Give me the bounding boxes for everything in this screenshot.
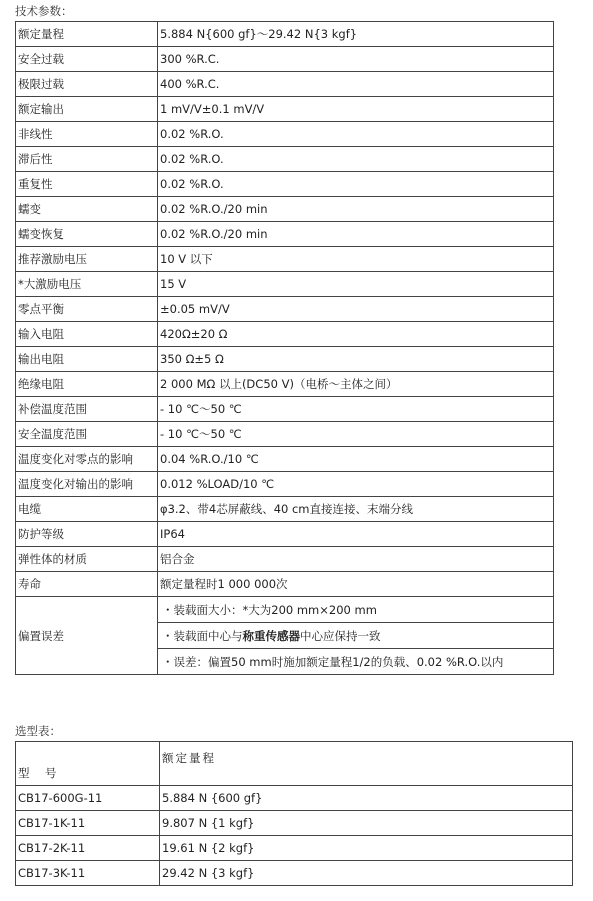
- spec-name: 温度变化对零点的影响: [16, 447, 158, 472]
- spec-name: 输入电阻: [16, 322, 158, 347]
- spec-table-body: [16, 22, 554, 675]
- selection-row: [16, 811, 573, 836]
- selection-header-range-cell: [160, 742, 573, 786]
- spec-row: [16, 547, 554, 572]
- spec-name: 输出电阻: [16, 347, 158, 372]
- spec-row: [16, 422, 554, 447]
- spec-value: 10 V 以下: [158, 247, 554, 272]
- spec-row: [16, 347, 554, 372]
- selection-row: [16, 861, 573, 886]
- spec-value: IP64: [158, 522, 554, 547]
- spec-row: [16, 297, 554, 322]
- eccentric-line-2: [158, 623, 554, 649]
- selection-heading: 选型表：: [15, 724, 61, 738]
- spec-name: 额定量程: [16, 22, 158, 47]
- spec-value: 300 %R.C.: [158, 47, 554, 72]
- spec-value: 0.02 %R.O.: [158, 172, 554, 197]
- selection-header-range: 额定量程: [162, 751, 216, 765]
- selection-range: 5.884 N {600 gf}: [160, 786, 573, 811]
- spec-value: 0.04 %R.O./10 ℃: [158, 447, 554, 472]
- spec-row: [16, 397, 554, 422]
- selection-header-model: 型 号: [18, 766, 59, 780]
- spec-name: 寿命: [16, 572, 158, 597]
- eccentric-line-1: ・装载面大小：*大为200 mm×200 mm: [158, 597, 554, 623]
- spec-row: [16, 522, 554, 547]
- eccentric-line-2-post: 中心应保持一致: [300, 628, 381, 643]
- spec-row: [16, 22, 554, 47]
- spec-row: [16, 247, 554, 272]
- spec-value: 0.02 %R.O.: [158, 122, 554, 147]
- spec-value: 420Ω±20 Ω: [158, 322, 554, 347]
- spec-row: [16, 222, 554, 247]
- spec-value: 2 000 MΩ 以上(DC50 V)（电桥～主体之间）: [158, 372, 554, 397]
- spec-row: [16, 497, 554, 522]
- spec-name: 非线性: [16, 122, 158, 147]
- spec-value: 5.884 N{600 gf}～29.42 N{3 kgf}: [158, 22, 554, 47]
- selection-header-row: [16, 742, 573, 786]
- selection-row: [16, 836, 573, 861]
- spec-row: [16, 572, 554, 597]
- spec-value: 0.02 %R.O./20 min: [158, 197, 554, 222]
- spec-row: [16, 197, 554, 222]
- selection-table: [15, 741, 573, 886]
- selection-range: 29.42 N {3 kgf}: [160, 861, 573, 886]
- spec-value: 额定量程时1 000 000次: [158, 572, 554, 597]
- selection-range: 19.61 N {2 kgf}: [160, 836, 573, 861]
- spec-row: [16, 322, 554, 347]
- eccentric-line-2-pre: ・装载面中心与: [162, 628, 243, 643]
- spec-name: 防护等级: [16, 522, 158, 547]
- spec-name: 安全温度范围: [16, 422, 158, 447]
- spec-value: 15 V: [158, 272, 554, 297]
- spec-row: [16, 472, 554, 497]
- selection-model: CB17-600G-11: [16, 786, 160, 811]
- spec-value: ±0.05 mV/V: [158, 297, 554, 322]
- spec-row: [16, 372, 554, 397]
- selection-range: 9.807 N {1 kgf}: [160, 811, 573, 836]
- spec-value: 350 Ω±5 Ω: [158, 347, 554, 372]
- spec-name: 重复性: [16, 172, 158, 197]
- spec-name: 绝缘电阻: [16, 372, 158, 397]
- spec-value: 铝合金: [158, 547, 554, 572]
- spec-value: 1 mV/V±0.1 mV/V: [158, 97, 554, 122]
- spec-name: 极限过载: [16, 72, 158, 97]
- spec-name: 蠕变恢复: [16, 222, 158, 247]
- spec-value: - 10 ℃～50 ℃: [158, 397, 554, 422]
- spec-name: 额定输出: [16, 97, 158, 122]
- eccentric-line-2-bold: 称重传感器: [242, 628, 300, 643]
- spec-value: - 10 ℃～50 ℃: [158, 422, 554, 447]
- spec-row: [16, 122, 554, 147]
- spec-row: [16, 447, 554, 472]
- eccentric-line-3: ・误差：偏置50 mm时施加额定量程1/2的负载、0.02 %R.O.以内: [158, 649, 554, 675]
- spec-value: 0.02 %R.O.: [158, 147, 554, 172]
- spec-row: [16, 97, 554, 122]
- spec-heading: 技术参数：: [15, 4, 73, 18]
- spec-value: 0.012 %LOAD/10 ℃: [158, 472, 554, 497]
- spec-row: [16, 172, 554, 197]
- selection-model: CB17-3K-11: [16, 861, 160, 886]
- spec-name: *大激励电压: [16, 272, 158, 297]
- selection-model: CB17-1K-11: [16, 811, 160, 836]
- spec-value: φ3.2、带4芯屏蔽线、40 cm直接连接、末端分线: [158, 497, 554, 522]
- spec-name: 推荐激励电压: [16, 247, 158, 272]
- spec-name: 零点平衡: [16, 297, 158, 322]
- selection-row: [16, 786, 573, 811]
- selection-header-model-cell: [16, 742, 160, 786]
- spec-name: 蠕变: [16, 197, 158, 222]
- spec-name-eccentric: 偏置误差: [16, 597, 158, 675]
- spec-row-eccentric: [16, 597, 554, 623]
- spec-row: [16, 147, 554, 172]
- spec-name: 安全过载: [16, 47, 158, 72]
- spec-row: [16, 72, 554, 97]
- spec-value: 0.02 %R.O./20 min: [158, 222, 554, 247]
- selection-model: CB17-2K-11: [16, 836, 160, 861]
- spec-name: 弹性体的材质: [16, 547, 158, 572]
- spec-name: 电缆: [16, 497, 158, 522]
- spec-name: 滞后性: [16, 147, 158, 172]
- spec-table: [15, 21, 554, 675]
- selection-table-body: [16, 742, 573, 886]
- spec-name: 补偿温度范围: [16, 397, 158, 422]
- spec-value: 400 %R.C.: [158, 72, 554, 97]
- spec-row: [16, 47, 554, 72]
- spec-row: [16, 272, 554, 297]
- spec-name: 温度变化对输出的影响: [16, 472, 158, 497]
